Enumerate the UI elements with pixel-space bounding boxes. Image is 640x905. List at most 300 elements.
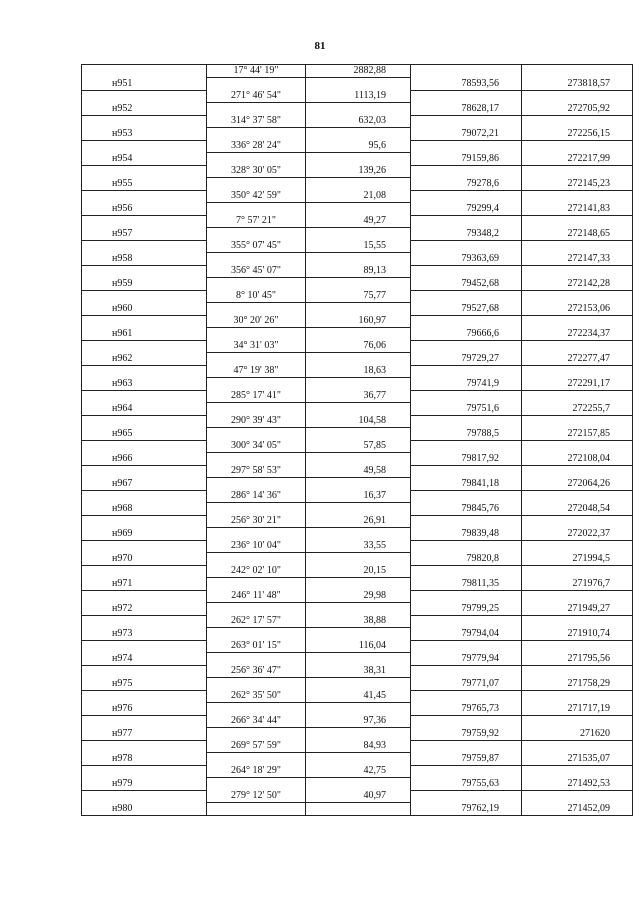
y-coordinate-cell: 271620 (522, 728, 633, 741)
segment-length-cell: 26,91 (306, 515, 411, 528)
y-coordinate-cell (522, 65, 633, 78)
y-coordinate-cell: 272291,17 (522, 378, 633, 391)
direction-angle-cell: 285° 17' 41" (207, 390, 306, 403)
x-coordinate-cell (411, 390, 522, 403)
segment-length-cell (306, 278, 411, 291)
x-coordinate-cell: 79820,8 (411, 553, 522, 566)
point-name-cell (82, 415, 207, 428)
point-name-cell: н977 (82, 728, 207, 741)
direction-angle-cell: 271° 46' 54" (207, 90, 306, 103)
point-name-cell: н976 (82, 703, 207, 716)
segment-row (82, 465, 633, 478)
y-coordinate-cell: 272148,65 (522, 228, 633, 241)
point-name-cell: н954 (82, 153, 207, 166)
segment-length-cell (306, 178, 411, 191)
point-name-cell (82, 690, 207, 703)
point-name-cell: н951 (82, 78, 207, 91)
segment-length-cell: 20,15 (306, 565, 411, 578)
segment-row (82, 640, 633, 653)
point-row (82, 103, 633, 116)
point-row (82, 553, 633, 566)
direction-angle-cell: 262° 17' 57" (207, 615, 306, 628)
point-row (82, 153, 633, 166)
point-name-cell: н968 (82, 503, 207, 516)
y-coordinate-cell (522, 140, 633, 153)
segment-length-cell: 89,13 (306, 265, 411, 278)
point-name-cell (82, 565, 207, 578)
x-coordinate-cell (411, 265, 522, 278)
x-coordinate-cell (411, 290, 522, 303)
direction-angle-cell (207, 253, 306, 266)
direction-angle-cell: 336° 28' 24" (207, 140, 306, 153)
point-name-cell (82, 440, 207, 453)
y-coordinate-cell: 272153,06 (522, 303, 633, 316)
x-coordinate-cell (411, 790, 522, 803)
direction-angle-cell: 356° 45' 07" (207, 265, 306, 278)
y-coordinate-cell: 272145,23 (522, 178, 633, 191)
x-coordinate-cell: 79755,63 (411, 778, 522, 791)
point-row (82, 378, 633, 391)
y-coordinate-cell (522, 665, 633, 678)
y-coordinate-cell (522, 365, 633, 378)
direction-angle-cell: 8° 10' 45" (207, 290, 306, 303)
segment-row (82, 390, 633, 403)
segment-length-cell (306, 478, 411, 491)
y-coordinate-cell (522, 240, 633, 253)
point-name-cell: н975 (82, 678, 207, 691)
segment-length-cell (306, 428, 411, 441)
segment-row (82, 690, 633, 703)
direction-angle-cell: 328° 30' 05" (207, 165, 306, 178)
segment-row (82, 715, 633, 728)
segment-length-cell (306, 578, 411, 591)
point-name-cell (82, 765, 207, 778)
segment-length-cell: 1113,19 (306, 90, 411, 103)
x-coordinate-cell: 79817,92 (411, 453, 522, 466)
point-name-cell (82, 340, 207, 353)
direction-angle-cell: 300° 34' 05" (207, 440, 306, 453)
x-coordinate-cell: 79741,9 (411, 378, 522, 391)
segment-length-cell (306, 628, 411, 641)
x-coordinate-cell (411, 740, 522, 753)
point-row (82, 603, 633, 616)
point-name-cell (82, 740, 207, 753)
segment-length-cell: 75,77 (306, 290, 411, 303)
segment-length-cell: 42,75 (306, 765, 411, 778)
segment-row (82, 540, 633, 553)
segment-length-cell: 16,37 (306, 490, 411, 503)
y-coordinate-cell: 272157,85 (522, 428, 633, 441)
direction-angle-cell: 264° 18' 29" (207, 765, 306, 778)
x-coordinate-cell (411, 640, 522, 653)
segment-length-cell (306, 678, 411, 691)
direction-angle-cell: 256° 36' 47" (207, 665, 306, 678)
y-coordinate-cell (522, 415, 633, 428)
x-coordinate-cell: 79299,4 (411, 203, 522, 216)
y-coordinate-cell (522, 590, 633, 603)
direction-angle-cell: 17° 44' 19" (207, 65, 306, 78)
segment-length-cell (306, 378, 411, 391)
x-coordinate-cell (411, 565, 522, 578)
segment-row (82, 65, 633, 78)
y-coordinate-cell: 272234,37 (522, 328, 633, 341)
x-coordinate-cell: 79759,92 (411, 728, 522, 741)
segment-length-cell (306, 503, 411, 516)
point-row (82, 803, 633, 816)
point-row (82, 728, 633, 741)
segment-length-cell: 36,77 (306, 390, 411, 403)
x-coordinate-cell (411, 115, 522, 128)
segment-row (82, 240, 633, 253)
y-coordinate-cell (522, 690, 633, 703)
y-coordinate-cell (522, 290, 633, 303)
segment-length-cell (306, 703, 411, 716)
segment-length-cell (306, 303, 411, 316)
direction-angle-cell: 269° 57' 59" (207, 740, 306, 753)
point-row (82, 778, 633, 791)
x-coordinate-cell (411, 540, 522, 553)
point-name-cell: н956 (82, 203, 207, 216)
direction-angle-cell: 286° 14' 36" (207, 490, 306, 503)
segment-length-cell (306, 103, 411, 116)
direction-angle-cell: 279° 12' 50" (207, 790, 306, 803)
point-name-cell (82, 365, 207, 378)
segment-row (82, 365, 633, 378)
point-name-cell (82, 640, 207, 653)
direction-angle-cell: 256° 30' 21" (207, 515, 306, 528)
y-coordinate-cell: 271976,7 (522, 578, 633, 591)
x-coordinate-cell (411, 665, 522, 678)
y-coordinate-cell (522, 465, 633, 478)
y-coordinate-cell (522, 190, 633, 203)
point-name-cell (82, 715, 207, 728)
point-row (82, 453, 633, 466)
segment-length-cell: 139,26 (306, 165, 411, 178)
point-row (82, 403, 633, 416)
direction-angle-cell: 47° 19' 38" (207, 365, 306, 378)
segment-row (82, 515, 633, 528)
segment-length-cell (306, 328, 411, 341)
y-coordinate-cell (522, 640, 633, 653)
point-name-cell: н970 (82, 553, 207, 566)
x-coordinate-cell (411, 140, 522, 153)
x-coordinate-cell: 79348,2 (411, 228, 522, 241)
segment-length-cell (306, 803, 411, 816)
x-coordinate-cell: 79762,19 (411, 803, 522, 816)
point-name-cell: н966 (82, 453, 207, 466)
y-coordinate-cell (522, 790, 633, 803)
point-name-cell: н962 (82, 353, 207, 366)
y-coordinate-cell (522, 540, 633, 553)
y-coordinate-cell: 271795,56 (522, 653, 633, 666)
segment-length-cell: 84,93 (306, 740, 411, 753)
direction-angle-cell (207, 153, 306, 166)
point-name-cell: н979 (82, 778, 207, 791)
x-coordinate-cell (411, 65, 522, 78)
x-coordinate-cell: 79788,5 (411, 428, 522, 441)
y-coordinate-cell (522, 615, 633, 628)
x-coordinate-cell: 79159,86 (411, 153, 522, 166)
point-name-cell (82, 115, 207, 128)
direction-angle-cell: 7° 57' 21" (207, 215, 306, 228)
segment-row (82, 340, 633, 353)
y-coordinate-cell: 272256,15 (522, 128, 633, 141)
y-coordinate-cell (522, 740, 633, 753)
x-coordinate-cell (411, 415, 522, 428)
y-coordinate-cell: 272022,37 (522, 528, 633, 541)
point-name-cell: н965 (82, 428, 207, 441)
segment-row (82, 115, 633, 128)
x-coordinate-cell: 79666,6 (411, 328, 522, 341)
segment-row (82, 190, 633, 203)
segment-row (82, 590, 633, 603)
segment-row (82, 415, 633, 428)
segment-length-cell: 29,98 (306, 590, 411, 603)
point-name-cell: н955 (82, 178, 207, 191)
x-coordinate-cell (411, 240, 522, 253)
segment-length-cell (306, 653, 411, 666)
point-name-cell: н974 (82, 653, 207, 666)
x-coordinate-cell (411, 715, 522, 728)
x-coordinate-cell (411, 90, 522, 103)
segment-row (82, 790, 633, 803)
point-row (82, 78, 633, 91)
direction-angle-cell: 262° 35' 50" (207, 690, 306, 703)
direction-angle-cell (207, 803, 306, 816)
direction-angle-cell (207, 428, 306, 441)
direction-angle-cell (207, 578, 306, 591)
direction-angle-cell (207, 678, 306, 691)
segment-length-cell: 41,45 (306, 690, 411, 703)
point-row (82, 628, 633, 641)
segment-length-cell: 38,31 (306, 665, 411, 678)
point-name-cell (82, 590, 207, 603)
x-coordinate-cell (411, 515, 522, 528)
y-coordinate-cell: 272147,33 (522, 253, 633, 266)
segment-length-cell (306, 778, 411, 791)
segment-length-cell (306, 128, 411, 141)
point-name-cell: н972 (82, 603, 207, 616)
y-coordinate-cell: 271949,27 (522, 603, 633, 616)
segment-length-cell: 632,03 (306, 115, 411, 128)
segment-length-cell (306, 453, 411, 466)
point-name-cell (82, 65, 207, 78)
y-coordinate-cell: 271758,29 (522, 678, 633, 691)
page-number: 81 (314, 40, 326, 52)
point-row (82, 128, 633, 141)
y-coordinate-cell: 271535,07 (522, 753, 633, 766)
segment-length-cell (306, 728, 411, 741)
point-row (82, 178, 633, 191)
point-name-cell: н967 (82, 478, 207, 491)
direction-angle-cell (207, 553, 306, 566)
point-name-cell: н959 (82, 278, 207, 291)
x-coordinate-cell (411, 765, 522, 778)
point-name-cell: н964 (82, 403, 207, 416)
point-row (82, 228, 633, 241)
direction-angle-cell (207, 778, 306, 791)
y-coordinate-cell: 271717,19 (522, 703, 633, 716)
segment-length-cell (306, 528, 411, 541)
direction-angle-cell (207, 378, 306, 391)
direction-angle-cell (207, 403, 306, 416)
x-coordinate-cell (411, 590, 522, 603)
segment-length-cell: 57,85 (306, 440, 411, 453)
x-coordinate-cell (411, 365, 522, 378)
x-coordinate-cell: 79072,21 (411, 128, 522, 141)
segment-row (82, 615, 633, 628)
x-coordinate-cell: 79527,68 (411, 303, 522, 316)
y-coordinate-cell (522, 390, 633, 403)
segment-row (82, 665, 633, 678)
x-coordinate-cell (411, 690, 522, 703)
segment-length-cell: 18,63 (306, 365, 411, 378)
segment-row (82, 740, 633, 753)
y-coordinate-cell (522, 765, 633, 778)
segment-length-cell: 15,55 (306, 240, 411, 253)
direction-angle-cell (207, 453, 306, 466)
direction-angle-cell (207, 328, 306, 341)
segment-length-cell (306, 553, 411, 566)
x-coordinate-cell (411, 315, 522, 328)
direction-angle-cell (207, 528, 306, 541)
x-coordinate-cell: 78593,56 (411, 78, 522, 91)
x-coordinate-cell: 79771,07 (411, 678, 522, 691)
direction-angle-cell: 34° 31' 03" (207, 340, 306, 353)
point-name-cell (82, 490, 207, 503)
x-coordinate-cell (411, 165, 522, 178)
segment-row (82, 90, 633, 103)
point-name-cell (82, 140, 207, 153)
direction-angle-cell: 266° 34' 44" (207, 715, 306, 728)
point-name-cell (82, 90, 207, 103)
direction-angle-cell: 246° 11' 48" (207, 590, 306, 603)
point-name-cell (82, 190, 207, 203)
point-row (82, 678, 633, 691)
segment-length-cell: 97,36 (306, 715, 411, 728)
segment-length-cell: 49,27 (306, 215, 411, 228)
direction-angle-cell (207, 103, 306, 116)
point-name-cell (82, 465, 207, 478)
segment-length-cell: 76,06 (306, 340, 411, 353)
segment-length-cell: 116,04 (306, 640, 411, 653)
point-name-cell: н961 (82, 328, 207, 341)
point-row (82, 578, 633, 591)
point-name-cell (82, 315, 207, 328)
segment-row (82, 765, 633, 778)
x-coordinate-cell: 79779,94 (411, 653, 522, 666)
point-name-cell (82, 165, 207, 178)
segment-length-cell (306, 353, 411, 366)
point-name-cell: н963 (82, 378, 207, 391)
segment-row (82, 215, 633, 228)
y-coordinate-cell (522, 165, 633, 178)
x-coordinate-cell (411, 215, 522, 228)
segment-length-cell (306, 253, 411, 266)
segment-length-cell (306, 228, 411, 241)
x-coordinate-cell (411, 440, 522, 453)
x-coordinate-cell: 79363,69 (411, 253, 522, 266)
y-coordinate-cell (522, 340, 633, 353)
point-name-cell: н971 (82, 578, 207, 591)
x-coordinate-cell: 79729,27 (411, 353, 522, 366)
y-coordinate-cell: 273818,57 (522, 78, 633, 91)
y-coordinate-cell: 272277,47 (522, 353, 633, 366)
point-name-cell (82, 665, 207, 678)
point-name-cell: н952 (82, 103, 207, 116)
direction-angle-cell (207, 703, 306, 716)
point-name-cell (82, 290, 207, 303)
y-coordinate-cell (522, 490, 633, 503)
direction-angle-cell: 297° 58' 53" (207, 465, 306, 478)
point-name-cell (82, 215, 207, 228)
segment-length-cell: 21,08 (306, 190, 411, 203)
point-name-cell: н960 (82, 303, 207, 316)
segment-length-cell: 40,97 (306, 790, 411, 803)
y-coordinate-cell: 272048,54 (522, 503, 633, 516)
segment-length-cell: 49,58 (306, 465, 411, 478)
direction-angle-cell (207, 753, 306, 766)
segment-length-cell: 160,97 (306, 315, 411, 328)
y-coordinate-cell: 272705,92 (522, 103, 633, 116)
point-row (82, 528, 633, 541)
x-coordinate-cell: 79794,04 (411, 628, 522, 641)
point-row (82, 353, 633, 366)
point-name-cell (82, 390, 207, 403)
direction-angle-cell (207, 203, 306, 216)
direction-angle-cell: 236° 10' 04" (207, 540, 306, 553)
y-coordinate-cell: 271452,09 (522, 803, 633, 816)
direction-angle-cell: 263° 01' 15" (207, 640, 306, 653)
x-coordinate-cell (411, 615, 522, 628)
y-coordinate-cell: 272064,26 (522, 478, 633, 491)
x-coordinate-cell: 79841,18 (411, 478, 522, 491)
point-name-cell (82, 790, 207, 803)
direction-angle-cell (207, 128, 306, 141)
x-coordinate-cell: 79759,87 (411, 753, 522, 766)
segment-row (82, 565, 633, 578)
y-coordinate-cell (522, 90, 633, 103)
point-row (82, 253, 633, 266)
x-coordinate-cell: 79765,73 (411, 703, 522, 716)
direction-angle-cell (207, 178, 306, 191)
segment-length-cell (306, 78, 411, 91)
y-coordinate-cell: 272255,7 (522, 403, 633, 416)
segment-row (82, 165, 633, 178)
direction-angle-cell (207, 728, 306, 741)
point-row (82, 478, 633, 491)
direction-angle-cell: 242° 02' 10" (207, 565, 306, 578)
segment-length-cell (306, 153, 411, 166)
point-name-cell (82, 265, 207, 278)
point-row (82, 428, 633, 441)
point-row (82, 703, 633, 716)
point-name-cell (82, 540, 207, 553)
point-name-cell (82, 515, 207, 528)
point-row (82, 503, 633, 516)
segment-length-cell: 33,55 (306, 540, 411, 553)
x-coordinate-cell (411, 490, 522, 503)
segment-length-cell (306, 403, 411, 416)
point-name-cell: н980 (82, 803, 207, 816)
coordinates-table-body (82, 65, 633, 816)
y-coordinate-cell: 272141,83 (522, 203, 633, 216)
direction-angle-cell: 290° 39' 43" (207, 415, 306, 428)
segment-length-cell (306, 203, 411, 216)
segment-row (82, 440, 633, 453)
point-name-cell: н958 (82, 253, 207, 266)
x-coordinate-cell: 79845,76 (411, 503, 522, 516)
